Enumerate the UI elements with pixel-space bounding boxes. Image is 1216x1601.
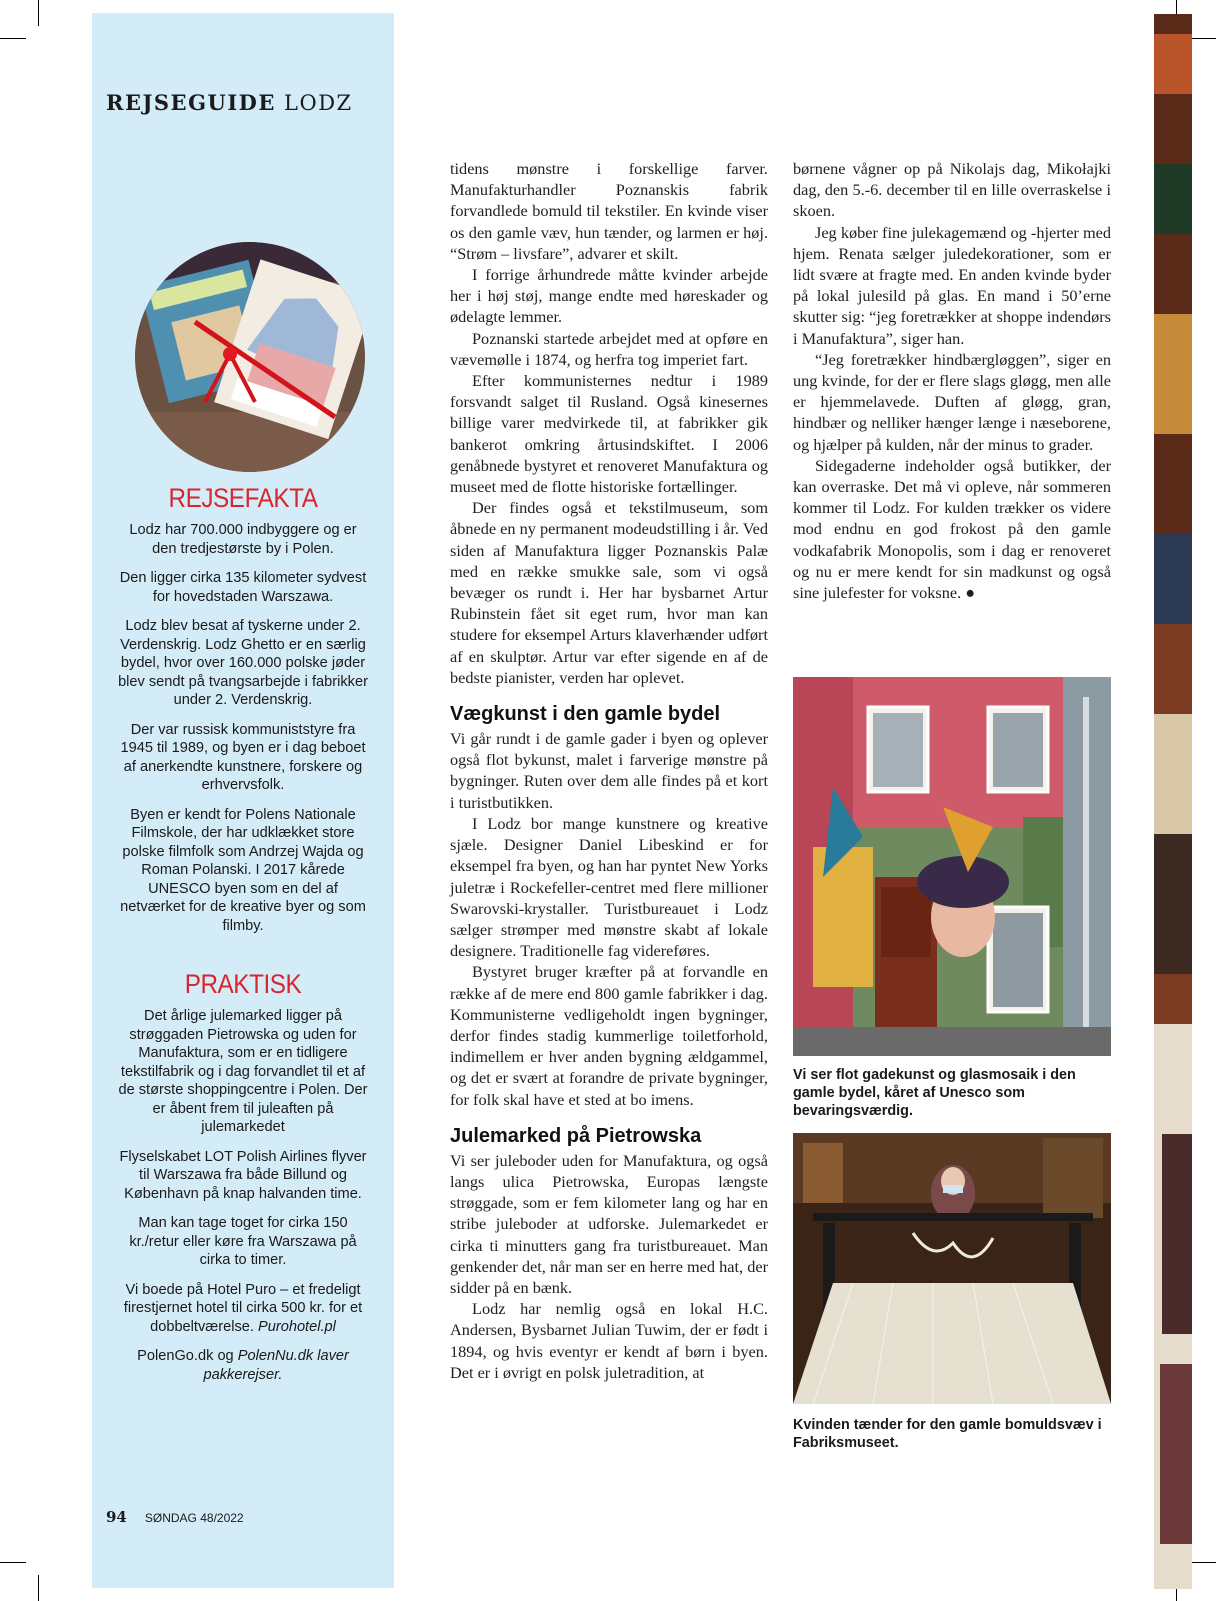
postcards-with-red-ribbon-image [135,242,365,472]
hotel-website: Purohotel.pl [258,1318,336,1335]
tour-operators-italic: PolenNu.dk laver pakkerejser. [203,1348,349,1383]
subheading-vaegkunst: Vægkunst i den gamle bydel [450,703,721,726]
section-label [106,90,353,115]
page-number: 94 [106,1508,127,1526]
body-paragraph: Jeg køber fine julekagemænd og -hjerter med hjem. Renata sælger juledekorationer, som er lidt svære at fragte med. En anden kvinde byder på lokal julesild på glas. En mand i 50’erne skutter sig: “jeg foretrækker at shoppe indendørs i Manufaktura”, siger han. [793,222,1111,348]
tour-operators-paragraph [118,1347,368,1384]
crop-mark [1190,1562,1216,1563]
practical-paragraph: Man kan tage toget for cirka 150 kr./retur eller køre fra Warszawa på cirka to timer. [129,1215,357,1268]
postcards-photo [135,242,365,472]
body-paragraph: “Jeg foretrækker hindbærgløggen”, siger en ung kvinde, for der er flere slags gløgg, men alle er hjemmelavede. Duften af gløgg, gran, hindbær og nelliker hænger længe i næseborene, og hjælper på kulden, når der minus to grader. [793,349,1111,454]
body-paragraph: I Lodz bor mange kunstnere og kreative sjæle. Designer Daniel Libeskind er for eksempel fra byen, og han har pyntet New Yorks juletræ i Rockefeller-centret med flere millioner Swarovski-krystaller. Turistbureauet i Lodz sælger strømper med mønstre skabt af lokale designere. Traditionelle fag videreføres. [450,813,768,961]
section-label-bold: REJSEGUIDE [106,90,276,115]
hotel-paragraph [118,1281,368,1337]
body-paragraph: Poznanski startede arbejdet med at opføre en vævemølle i 1874, og herfra tog imperiet fart. [450,328,768,369]
body-paragraph: Vi går rundt i de gamle gader i byen og oplever også flot bykunst, malet i farverige mønstre på bygninger. Ruten over dem alle findes på et kort i turistbutikken. [450,729,768,812]
fact-paragraph: Den ligger cirka 135 kilometer sydvest for hovedstaden Warszawa. [119,570,367,605]
body-paragraph: Sidegaderne indeholder også butikker, der kan overraske. Det må vi opleve, når sommeren kommer til Lodz. For kulden trækker os videre mod endnu en god frokost på den gamle vodkafabrik Monopolis, som i dag er renoveret og nu er mere kendt for sin madkunst og også sine julefester for voksne. ● [793,455,1111,603]
body-paragraph: Vi ser juleboder uden for Manufaktura, og også langs ulica Pietrowska, Europas længste strøggade, som er fem kilometer lang og har en stribe juleboder at udforske. Julemarkedet er cirka ti minutters gang fra turistbureauet. Man genkender det, når man ser en herre med hat, der sidder på en bænk. [450,1150,768,1297]
tour-operators-text: PolenGo.dk og [137,1348,238,1364]
woman-at-loom-image [793,1133,1111,1404]
crop-mark [38,1575,39,1601]
street-mural-building-image [793,677,1111,1056]
issue-label: SØNDAG 48/2022 [144,1511,244,1525]
section-label-rest: LODZ [275,91,353,115]
practical-paragraph: Det årlige julemarked ligger på strøggaden Pietrowska og uden for Manufaktura, som er en tidligere tekstilfabrik og i dag forvandlet til et af de største shoppingcentre i Polen. Der er åbent frem til juleaften på julemarkedet [118,1008,368,1135]
subheading-julemarked: Julemarked på Pietrowska [450,1124,702,1147]
fact-paragraph: Lodz har 700.000 indbyggere og er den tredjestørste by i Polen. [129,522,357,557]
mural-photo [793,677,1111,1056]
edge-photo-strip [1154,14,1192,1589]
rejsefakta-heading: REJSEFAKTA [168,483,318,513]
practical-paragraph: Flyselskabet LOT Polish Airlines flyver til Warszawa fra både Billund og København på knap halvanden time. [119,1148,367,1202]
crop-mark [0,38,26,39]
loom-photo-caption: Kvinden tænder for den gamle bomuldsvæv i Fabriksmuseet. [793,1417,1102,1451]
article-column-2 [793,158,1111,603]
mural-photo-caption: Vi ser flot gadekunst og glasmosaik i den gamle bydel, kåret af Unesco som bevaringsværdig. [793,1067,1076,1119]
crop-mark [1190,38,1216,39]
praktisk-heading: PRAKTISK [184,969,302,999]
hotel-text: Vi boede på Hotel Puro – et fredeligt firestjernet hotel til cirka 500 kr. for et dobbeltværelse. [123,1281,363,1335]
body-paragraph: Efter kommunisternes nedtur i 1989 forsvandt salget til Rusland. Også kinesernes billige varer medvirkede til, at fabrikker gik bankerot omkring årtusindskiftet. I 2006 genåbnede bystyret et renoveret Manufaktura og museet med de flotte historiske fortællinger. [450,371,768,497]
body-paragraph: I forrige århundrede måtte kvinder arbejde her i høj støj, mange endte med høreskader og ødelagte lemmer. [450,265,768,327]
body-paragraph: tidens mønstre i forskellige farver. Manufakturhandler Poznanskis fabrik forvandlede bomuld til tekstiler. En kvinde viser os den gamle væv, hun tænder, og larmen er høj. “Strøm – livsfare”, advarer et skilt. [450,159,768,263]
body-paragraph: Bystyret bruger kræfter på at forvandle en række af de mere end 800 gamle fabrikker i dag. Kommunisterne vedligeholdt ingen bygninger, derfor findes stadig kummerlige toiletforhold, indimellem er hver anden bygning ældgammel, og det er svært at forandre de private bygninger, for folk skal have et sted at bo imens. [450,962,768,1109]
crop-mark [0,1562,26,1563]
body-paragraph: Der findes også et tekstilmuseum, som åbnede en ny permanent modeudstilling i år. Ved siden af Manufaktura ligger Poznanskis Palæ med en række smukke sale, som vi også bevæger os rundt i. Her har bysbarnet Artur Rubinstein fået sit eget rum, hvor man kan studere for eksempel Arturs klaverhænder udført af en skulptør. Artur var efter sigende en af de bedste pianister, verden har oplevet. [450,498,769,687]
article-column-1 [450,158,768,1383]
rejsefakta-block [118,483,368,946]
body-paragraph: Lodz har nemlig også en lokal H.C. Andersen, Bysbarnet Julian Tuwim, der er født i 1894, og hvis eventyr er kendt af børn i byen. Det er i øvrigt en polsk juletradition, at [450,1299,768,1382]
praktisk-block [118,969,368,1395]
crop-mark [38,0,39,26]
fact-paragraph: Lodz blev besat af tyskerne under 2. Verdenskrig. Lodz Ghetto er en særlig bydel, hvor over 160.000 polske jøder blev sendt på tvangsarbejde i fabrikker under 2. Verdenskrig. [118,618,368,708]
body-paragraph: børnene vågner op på Nikolajs dag, Mikołajki dag, den 5.-6. december til en lille overraskelse i skoen. [793,159,1111,221]
fact-paragraph: Der var russisk kommuniststyre fra 1945 til 1989, og byen er i dag beboet af anerkendte kunstnere, forskere og erhvervsfolk. [120,721,366,793]
neighbour-page-edge [1154,14,1192,1589]
fact-paragraph: Byen er kendt for Polens Nationale Filmskole, der har udklækket store polske filmfolk som Andrzej Wajda og Roman Polanski. I 2017 kårede UNESCO byen som en del af netværket for de kreative byer og som filmby. [120,806,366,934]
loom-photo [793,1133,1111,1404]
page-footer [106,1508,244,1526]
